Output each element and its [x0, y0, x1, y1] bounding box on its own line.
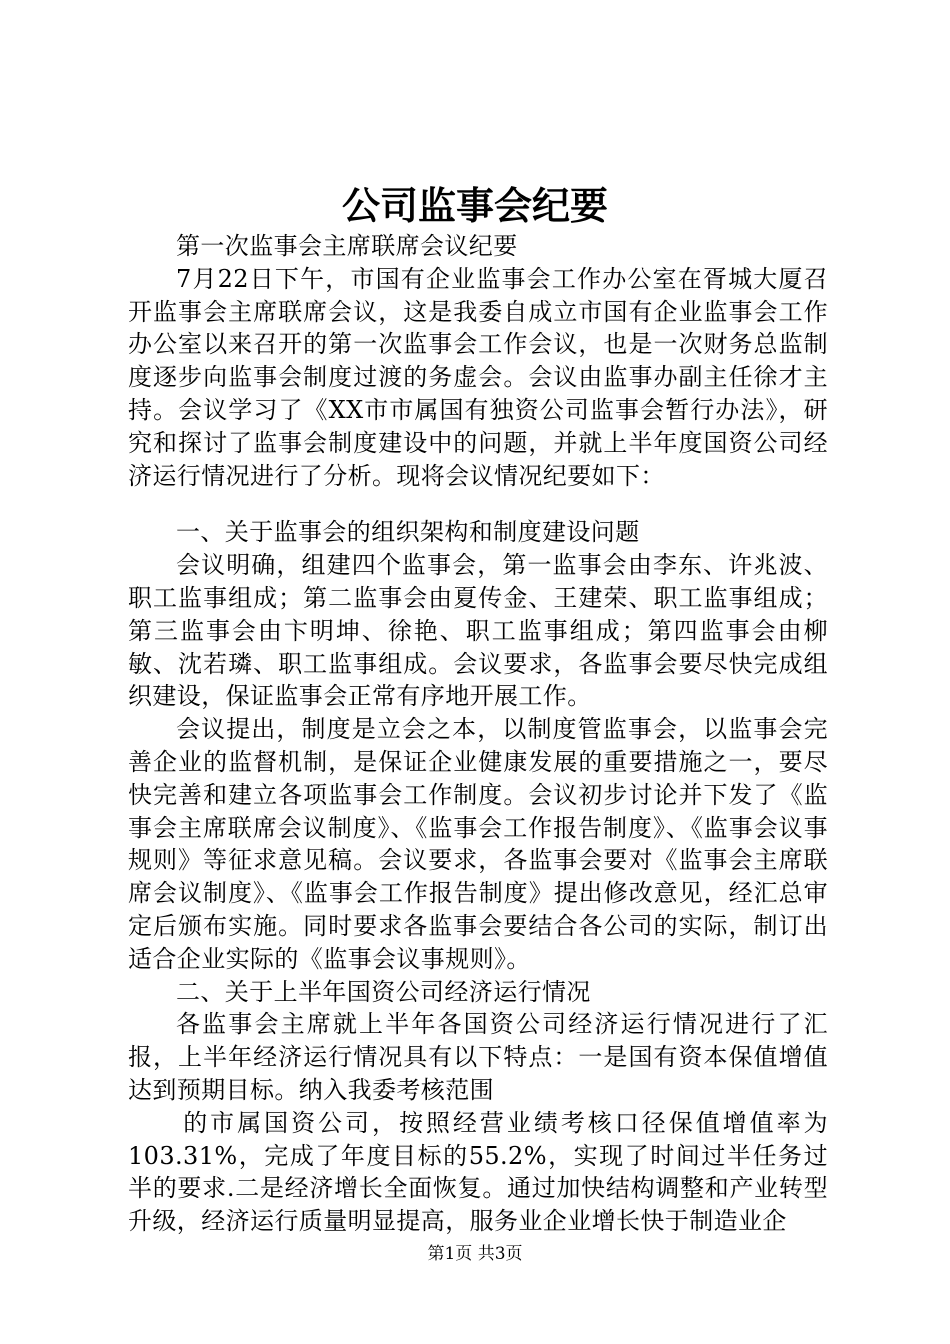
- paragraph-organization: 会议明确，组建四个监事会，第一监事会由李东、许兆波、职工监事组成；第二监事会由夏传金、王建荣、职工监事组成；第三监事会由卞明坤、徐艳、职工监事组成；第四监事会由柳敏、沈若璘、职工监事组成。会议要求，各监事会要尽快完成组织建设，保证监事会正常有序地开展工作。: [128, 551, 828, 711]
- meeting-subtitle: 第一次监事会主席联席会议纪要: [176, 232, 518, 260]
- paragraph-economic-report: 各监事会主席就上半年各国资公司经济运行情况进行了汇报，上半年经济运行情况具有以下特点：一是国有资本保值增值达到预期目标。纳入我委考核范围: [128, 1010, 828, 1104]
- paragraph-intro: 7月22日下午，市国有企业监事会工作办公室在胥城大厦召开监事会主席联席会议，这是我委自成立市国有企业监事会工作办公室以来召开的第一次监事会工作会议，也是一次财务总监制度逐步向监事会制度过渡的务虚会。会议由监事办副主任徐才主持。会议学习了《XX市市属国有独资公司监事会暂行办法》，研究和探讨了监事会制度建设中的问题，并就上半年度国资公司经济运行情况进行了分析。现将会议情况纪要如下：: [128, 264, 828, 490]
- section-heading-1: 一、关于监事会的组织架构和制度建设问题: [176, 518, 640, 547]
- page-indicator: 第1页 共3页: [427, 1244, 523, 1264]
- paragraph-economic-details: 的市属国资公司，按照经营业绩考核口径保值增值率为103.31%，完成了年度目标的55.2%，实现了时间过半任务过半的要求.二是经济增长全面恢复。通过加快结构调整和产业转型升级，经济运行质量明显提高，服务业企业增长快于制造业企: [128, 1108, 828, 1236]
- document-body: [128, 230, 828, 1238]
- document-title: 公司监事会纪要: [341, 184, 608, 228]
- section-heading-2: 二、关于上半年国资公司经济运行情况: [176, 977, 591, 1006]
- paragraph-regulations: 会议提出，制度是立会之本，以制度管监事会，以监事会完善企业的监督机制，是保证企业健康发展的重要措施之一，要尽快完善和建立各项监事会工作制度。会议初步讨论并下发了《监事会主席联席会议制度》、《监事会工作报告制度》、《监事会议事规则》等征求意见稿。会议要求，各监事会要对《监事会主席联席会议制度》、《监事会工作报告制度》提出修改意见，经汇总审定后颁布实施。同时要求各监事会要结合各公司的实际，制订出适合企业实际的《监事会议事规则》。: [128, 715, 828, 973]
